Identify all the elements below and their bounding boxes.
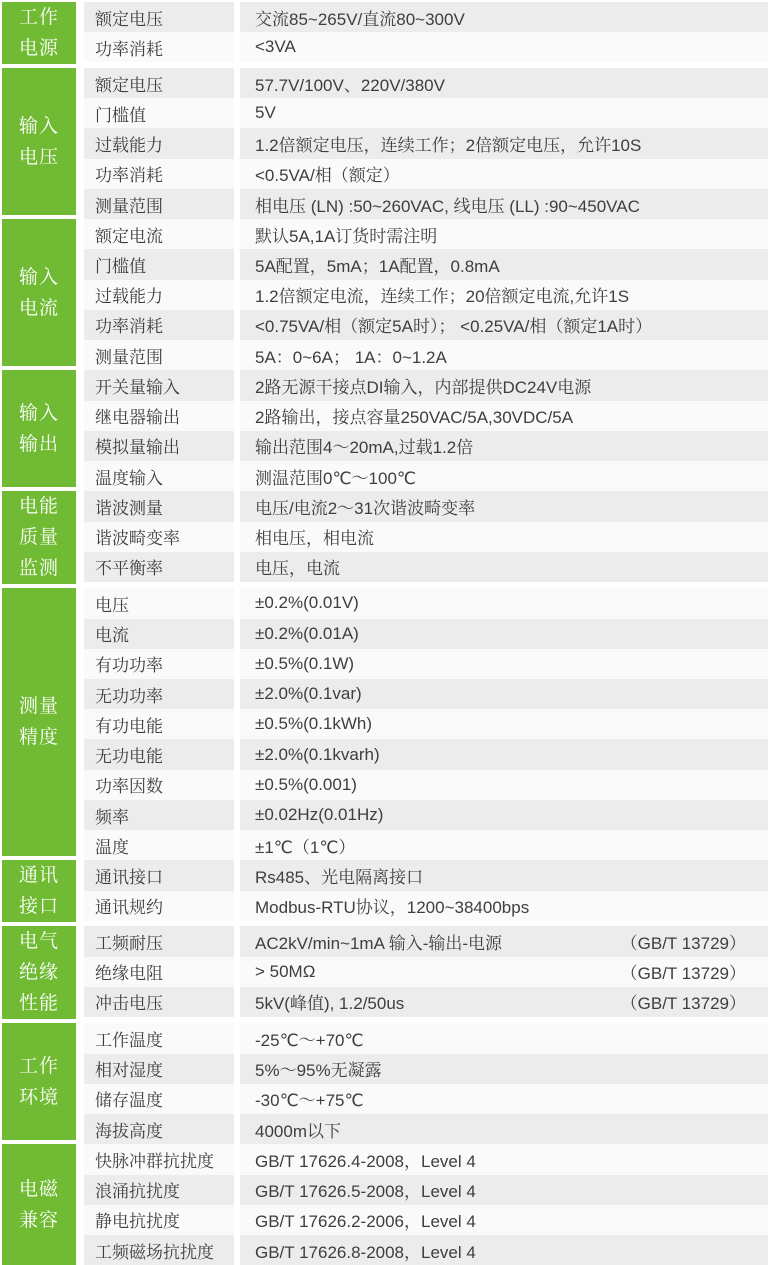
param-value-cell xyxy=(240,957,768,987)
param-value-cell xyxy=(240,1144,768,1174)
param-value-text: -30℃～+75℃ xyxy=(255,1091,364,1111)
section-category-cell xyxy=(2,926,76,1019)
param-value-text: 电压，电流 xyxy=(255,559,340,579)
param-value-cell xyxy=(240,1084,768,1114)
category-label-line: 电压 xyxy=(18,146,59,168)
table-row xyxy=(84,189,768,219)
param-value-text: 4000m以下 xyxy=(255,1121,341,1141)
param-name-cell: 功率消耗 xyxy=(84,310,234,340)
table-row xyxy=(84,860,768,890)
table-row xyxy=(84,370,768,400)
param-value-text: 测温范围0℃～100℃ xyxy=(255,468,417,488)
param-name-cell: 工频耐压 xyxy=(84,926,234,956)
category-label-line: 质量 xyxy=(18,527,59,549)
param-name-cell: 额定电流 xyxy=(84,219,234,249)
spec-section-8 xyxy=(2,926,768,1023)
param-name-cell: 谐波测量 xyxy=(84,491,234,521)
section-rows xyxy=(84,1144,768,1265)
table-row xyxy=(84,2,768,32)
spec-section-9 xyxy=(2,1023,768,1144)
spec-section-10 xyxy=(2,1144,768,1265)
section-rows xyxy=(84,860,768,926)
standard-ref-note: （GB/T 13729） xyxy=(620,934,746,953)
param-name-cell: 模拟量输出 xyxy=(84,431,234,461)
section-rows xyxy=(84,926,768,1023)
param-value-cell xyxy=(240,189,768,219)
category-label-line: 兼容 xyxy=(18,1209,59,1231)
table-row xyxy=(84,98,768,128)
param-name-cell: 绝缘电阻 xyxy=(84,957,234,987)
category-label-line: 绝缘 xyxy=(18,962,59,984)
table-row xyxy=(84,739,768,769)
param-name-cell: 门槛值 xyxy=(84,98,234,128)
param-value-cell xyxy=(240,491,768,521)
table-row xyxy=(84,1235,768,1265)
param-value-cell xyxy=(240,461,768,491)
param-name-cell: 电流 xyxy=(84,619,234,649)
param-value-text: GB/T 17626.4-2008，Level 4 xyxy=(255,1151,476,1171)
param-name-cell: 频率 xyxy=(84,800,234,830)
category-label-line: 性能 xyxy=(18,993,59,1015)
param-value-cell xyxy=(240,249,768,279)
param-name-cell: 过载能力 xyxy=(84,280,234,310)
table-row xyxy=(84,619,768,649)
category-label-line: 测量 xyxy=(18,696,59,718)
table-row xyxy=(84,987,768,1017)
param-name-cell: 额定电压 xyxy=(84,2,234,32)
param-value-text: ±0.02Hz(0.01Hz) xyxy=(255,805,384,825)
table-row xyxy=(84,1023,768,1053)
param-name-cell: 快脉冲群抗扰度 xyxy=(84,1144,234,1174)
table-row xyxy=(84,1144,768,1174)
param-value-cell xyxy=(240,770,768,800)
category-label-line: 精度 xyxy=(18,727,59,749)
param-value-cell xyxy=(240,1023,768,1053)
param-value-text: ±1℃（1℃） xyxy=(255,837,356,857)
table-row xyxy=(84,800,768,830)
param-name-cell: 功率消耗 xyxy=(84,32,234,62)
table-row xyxy=(84,679,768,709)
category-label-line: 接口 xyxy=(18,896,59,918)
param-value-text: 输出范围4～20mA,过载1.2倍 xyxy=(255,438,474,458)
param-value-text: 电压/电流2～31次谐波畸变率 xyxy=(255,498,476,518)
category-label-line: 工作 xyxy=(18,1055,59,1077)
param-value-cell xyxy=(240,1175,768,1205)
param-name-cell: 电压 xyxy=(84,588,234,618)
standard-ref-note: （GB/T 13729） xyxy=(620,964,746,984)
param-value-cell xyxy=(240,431,768,461)
param-name-cell: 储存温度 xyxy=(84,1084,234,1114)
param-name-cell: 无功功率 xyxy=(84,679,234,709)
category-label-line: 电能 xyxy=(18,496,59,518)
param-value-cell xyxy=(240,128,768,158)
param-value-text: Rs485、光电隔离接口 xyxy=(255,868,424,887)
param-name-cell: 过载能力 xyxy=(84,128,234,158)
param-value-text: 相电压 (LN) :50~260VAC, 线电压 (LL) :90~450VAC xyxy=(255,196,640,216)
category-label-line: 输出 xyxy=(18,433,59,455)
param-value-cell xyxy=(240,219,768,249)
category-label-line: 电流 xyxy=(18,297,59,319)
param-name-cell: 通讯规约 xyxy=(84,891,234,921)
param-value-cell xyxy=(240,310,768,340)
param-value-cell xyxy=(240,370,768,400)
section-category-cell xyxy=(2,219,76,366)
spec-section-3 xyxy=(2,219,768,370)
section-rows xyxy=(84,1023,768,1144)
param-value-text: 1.2倍额定电流，连续工作；20倍额定电流,允许1S xyxy=(255,287,630,307)
section-rows xyxy=(84,219,768,370)
section-category-cell xyxy=(2,68,76,215)
param-name-cell: 继电器输出 xyxy=(84,401,234,431)
param-name-cell: 温度 xyxy=(84,830,234,860)
param-value-text: <3VA xyxy=(255,37,296,57)
section-category-cell xyxy=(2,491,76,584)
param-value-cell xyxy=(240,891,768,921)
param-name-cell: 测量范围 xyxy=(84,340,234,370)
table-row xyxy=(84,770,768,800)
table-row xyxy=(84,1205,768,1235)
param-name-cell: 功率消耗 xyxy=(84,159,234,189)
param-value-text: 2路输出，接点容量250VAC/5A,30VDC/5A xyxy=(255,408,574,428)
table-row xyxy=(84,219,768,249)
param-value-cell xyxy=(240,709,768,739)
table-row xyxy=(84,491,768,521)
standard-ref-note: （GB/T 13729） xyxy=(620,994,746,1014)
section-rows xyxy=(84,491,768,588)
param-value-text: 相电压，相电流 xyxy=(255,529,374,549)
spec-section-5 xyxy=(2,491,768,588)
param-value-text: ±0.5%(0.1W) xyxy=(255,653,355,673)
section-category-cell xyxy=(2,588,76,856)
param-name-cell: 冲击电压 xyxy=(84,987,234,1017)
param-value-cell xyxy=(240,860,768,890)
param-value-text: 1.2倍额定电压，连续工作；2倍额定电压，允许10S xyxy=(255,136,642,156)
param-value-text: AC2kV/min~1mA 输入-输出-电源 xyxy=(255,934,503,953)
table-row xyxy=(84,588,768,618)
param-value-cell xyxy=(240,1114,768,1144)
param-value-text: 5A配置，5mA；1A配置，0.8mA xyxy=(255,257,500,277)
param-name-cell: 无功电能 xyxy=(84,739,234,769)
param-value-cell xyxy=(240,619,768,649)
table-row xyxy=(84,552,768,582)
param-value-text: ±0.5%(0.1kWh) xyxy=(255,714,373,734)
param-value-cell xyxy=(240,280,768,310)
section-category-cell xyxy=(2,1144,76,1265)
table-row xyxy=(84,1114,768,1144)
table-row xyxy=(84,1054,768,1084)
section-rows xyxy=(84,588,768,860)
param-value-text: 默认5A,1A订货时需注明 xyxy=(255,226,438,246)
param-value-cell xyxy=(240,588,768,618)
category-label-line: 电源 xyxy=(18,38,59,59)
param-name-cell: 工频磁场抗扰度 xyxy=(84,1235,234,1265)
table-row xyxy=(84,431,768,461)
param-value-cell xyxy=(240,679,768,709)
param-value-text: 交流85~265V/直流80~300V xyxy=(255,9,465,29)
section-rows xyxy=(84,370,768,491)
category-label-line: 输入 xyxy=(18,266,59,288)
spec-section-4 xyxy=(2,370,768,491)
param-name-cell: 海拔高度 xyxy=(84,1114,234,1144)
category-label-line: 通讯 xyxy=(18,865,59,887)
category-label-line: 环境 xyxy=(18,1086,59,1108)
param-value-text: ±0.5%(0.001) xyxy=(255,774,357,794)
param-value-cell xyxy=(240,522,768,552)
param-value-text: 57.7V/100V、220V/380V xyxy=(255,75,445,95)
param-value-text: Modbus-RTU协议，1200~38400bps xyxy=(255,898,530,918)
param-value-text: 5V xyxy=(255,103,276,123)
param-name-cell: 有功功率 xyxy=(84,649,234,679)
table-row xyxy=(84,159,768,189)
param-name-cell: 开关量输入 xyxy=(84,370,234,400)
table-row xyxy=(84,649,768,679)
param-value-text: GB/T 17626.5-2008，Level 4 xyxy=(255,1182,476,1202)
table-row xyxy=(84,68,768,98)
table-row xyxy=(84,709,768,739)
section-category-cell xyxy=(2,1023,76,1140)
category-label-line: 输入 xyxy=(18,402,59,424)
param-value-text: <0.75VA/相（额定5A时）； <0.25VA/相（额定1A时） xyxy=(255,317,653,337)
section-category-cell xyxy=(2,370,76,487)
param-name-cell: 温度输入 xyxy=(84,461,234,491)
param-value-text: ±0.2%(0.01A) xyxy=(255,623,359,643)
category-label-line: 监测 xyxy=(18,558,59,580)
spec-section-1 xyxy=(2,2,768,68)
table-row xyxy=(84,401,768,431)
section-rows xyxy=(84,68,768,219)
param-value-cell xyxy=(240,68,768,98)
table-row xyxy=(84,522,768,552)
param-value-text: 5kV(峰值), 1.2/50us xyxy=(255,994,405,1014)
section-rows xyxy=(84,2,768,68)
param-value-cell xyxy=(240,98,768,128)
param-name-cell: 不平衡率 xyxy=(84,552,234,582)
param-value-cell xyxy=(240,2,768,32)
param-value-text: GB/T 17626.2-2006，Level 4 xyxy=(255,1212,476,1232)
param-value-text: ±2.0%(0.1var) xyxy=(255,684,362,704)
param-value-cell xyxy=(240,830,768,860)
param-value-cell xyxy=(240,401,768,431)
param-value-cell xyxy=(240,739,768,769)
param-value-text: ±2.0%(0.1kvarh) xyxy=(255,744,380,764)
param-value-cell xyxy=(240,159,768,189)
param-value-text: 5%～95%无凝露 xyxy=(255,1061,382,1081)
param-value-text: 2路无源干接点DI输入，内部提供DC24V电源 xyxy=(255,377,592,397)
table-row xyxy=(84,957,768,987)
table-row xyxy=(84,340,768,370)
spec-section-7 xyxy=(2,860,768,926)
param-name-cell: 额定电压 xyxy=(84,68,234,98)
spec-section-6 xyxy=(2,588,768,860)
category-label-line: 工作 xyxy=(18,7,59,28)
param-value-cell xyxy=(240,552,768,582)
spec-section-2 xyxy=(2,68,768,219)
param-value-text: 5A：0~6A； 1A：0~1.2A xyxy=(255,347,447,367)
table-row xyxy=(84,1084,768,1114)
param-name-cell: 谐波畸变率 xyxy=(84,522,234,552)
param-name-cell: 静电抗扰度 xyxy=(84,1205,234,1235)
param-value-text: -25℃～+70℃ xyxy=(255,1031,364,1050)
param-value-cell xyxy=(240,1205,768,1235)
table-row xyxy=(84,249,768,279)
table-row xyxy=(84,830,768,860)
table-row xyxy=(84,280,768,310)
param-name-cell: 工作温度 xyxy=(84,1023,234,1053)
category-label-line: 电气 xyxy=(18,931,59,953)
param-value-text: > 50MΩ xyxy=(255,961,316,981)
param-value-cell xyxy=(240,987,768,1017)
table-row xyxy=(84,926,768,956)
category-label-line: 输入 xyxy=(18,115,59,137)
param-value-cell xyxy=(240,340,768,370)
param-value-text: <0.5VA/相（额定） xyxy=(255,166,400,186)
param-name-cell: 功率因数 xyxy=(84,770,234,800)
table-row xyxy=(84,1175,768,1205)
param-value-cell xyxy=(240,649,768,679)
param-value-cell xyxy=(240,1235,768,1265)
param-value-cell xyxy=(240,32,768,62)
param-value-text: ±0.2%(0.01V) xyxy=(255,593,359,613)
section-category-cell xyxy=(2,2,76,64)
param-name-cell: 浪涌抗扰度 xyxy=(84,1175,234,1205)
param-value-cell xyxy=(240,1054,768,1084)
table-row xyxy=(84,891,768,921)
table-row xyxy=(84,32,768,62)
param-name-cell: 测量范围 xyxy=(84,189,234,219)
param-value-cell xyxy=(240,800,768,830)
param-name-cell: 相对湿度 xyxy=(84,1054,234,1084)
table-row xyxy=(84,128,768,158)
param-name-cell: 门槛值 xyxy=(84,249,234,279)
param-name-cell: 有功电能 xyxy=(84,709,234,739)
section-category-cell xyxy=(2,860,76,922)
param-value-text: GB/T 17626.8-2008，Level 4 xyxy=(255,1242,476,1262)
table-row xyxy=(84,461,768,491)
param-value-cell xyxy=(240,926,768,956)
param-name-cell: 通讯接口 xyxy=(84,860,234,890)
table-row xyxy=(84,310,768,340)
category-label-line: 电磁 xyxy=(18,1178,59,1200)
